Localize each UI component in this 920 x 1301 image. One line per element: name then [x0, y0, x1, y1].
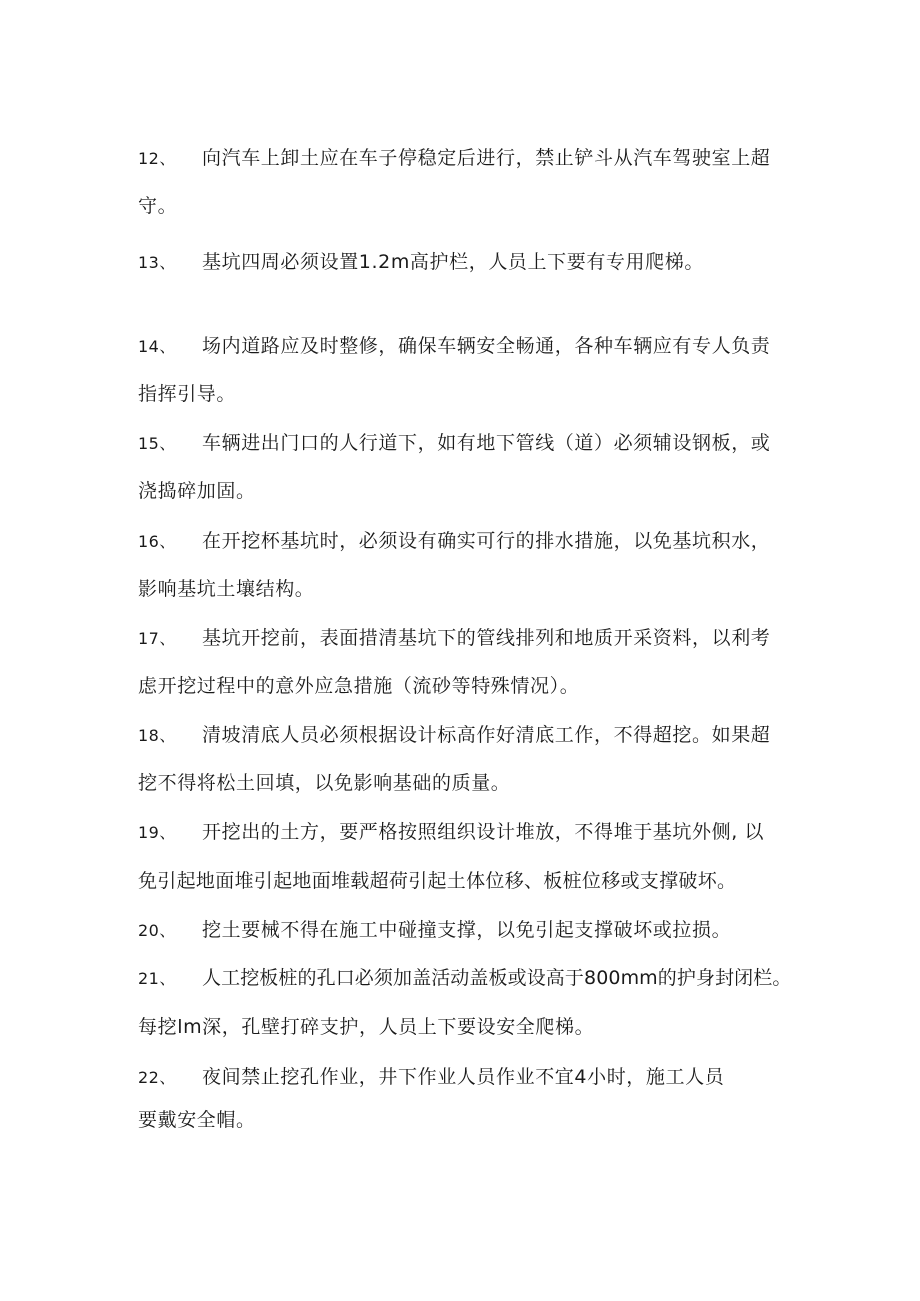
item-18-line-2: [138, 771, 510, 795]
item-number: 18、: [138, 726, 176, 745]
item-number: 14、: [138, 337, 176, 356]
item-21-line-2: [138, 1015, 594, 1039]
item-20-line-1: [138, 918, 731, 943]
item-number: 19、: [138, 823, 176, 842]
item-number: 22、: [138, 1068, 176, 1087]
item-text-continued: 免引起地面堆引起地面堆载超荷引起土体位移、板桩位移或支撑破坏。: [138, 870, 737, 892]
item-text: 场内道路应及时整修，确保车辆安全畅通，各种车辆应有专人负责: [202, 335, 771, 357]
item-15-line-2: [138, 479, 256, 503]
item-12-line-1: [138, 146, 770, 171]
item-22-line-2: [138, 1108, 256, 1132]
item-14-line-1: [138, 334, 770, 359]
item-number: 15、: [138, 434, 176, 453]
item-17-line-2: [138, 674, 579, 698]
item-text-continued: 要戴安全帽。: [138, 1109, 256, 1131]
item-19-line-1: [138, 820, 764, 845]
item-18-line-1: [138, 723, 770, 748]
item-text-continued: 虑开挖过程中的意外应急措施（流砂等特殊情况）。: [138, 675, 580, 697]
item-21-line-1: [138, 966, 791, 991]
item-number: 17、: [138, 629, 176, 648]
item-text: 人工挖板桩的孔口必须加盖活动盖板或设高于800mm的护身封闭栏。: [202, 967, 792, 989]
item-text: 基坑开挖前，表面措清基坑下的管线排列和地质开采资料，以利考: [202, 627, 771, 649]
item-22-line-1: [138, 1065, 724, 1090]
item-text: 在开挖杯基坑时，必须设有确实可行的排水措施，以免基坑积水，: [202, 530, 771, 552]
item-text: 基坑四周必须设置1.2m高护栏，人员上下要有专用爬梯。: [202, 251, 704, 273]
item-13-line-1: [138, 250, 704, 275]
item-number: 21、: [138, 969, 176, 988]
item-text: 开挖出的土方，要严格按照组织设计堆放，不得堆于基坑外侧, 以: [202, 821, 765, 843]
item-number: 12、: [138, 149, 176, 168]
item-19-line-2: [138, 869, 736, 893]
item-text: 向汽车上卸土应在车子停稳定后进行，禁止铲斗从汽车驾驶室上超: [202, 147, 771, 169]
item-text-continued: 挖不得将松土回填，以免影响基础的质量。: [138, 772, 511, 794]
item-14-line-2: [138, 382, 236, 406]
item-number: 20、: [138, 921, 176, 940]
item-text-continued: 指挥引导。: [138, 383, 237, 405]
item-16-line-2: [138, 577, 314, 601]
item-number: 13、: [138, 253, 176, 272]
item-text-continued: 每挖lm深，孔壁打碎支护，人员上下要设安全爬梯。: [138, 1016, 595, 1038]
item-text-continued: 守。: [138, 195, 178, 217]
item-17-line-1: [138, 626, 770, 651]
item-text-continued: 影响基坑土壤结构。: [138, 578, 315, 600]
item-15-line-1: [138, 431, 770, 456]
item-text: 车辆进出门口的人行道下，如有地下管线（道）必须辅设钢板，或: [202, 432, 771, 454]
item-12-line-2: [138, 194, 177, 218]
item-number: 16、: [138, 532, 176, 551]
item-text: 清坡清底人员必须根据设计标高作好清底工作，不得超挖。如果超: [202, 724, 771, 746]
item-16-line-1: [138, 529, 770, 554]
item-text: 夜间禁止挖孔作业，井下作业人员作业不宜4小时，施工人员: [202, 1066, 725, 1088]
item-text: 挖土要械不得在施工中碰撞支撑，以免引起支撑破坏或拉损。: [202, 919, 732, 941]
item-text-continued: 浇捣碎加固。: [138, 480, 256, 502]
